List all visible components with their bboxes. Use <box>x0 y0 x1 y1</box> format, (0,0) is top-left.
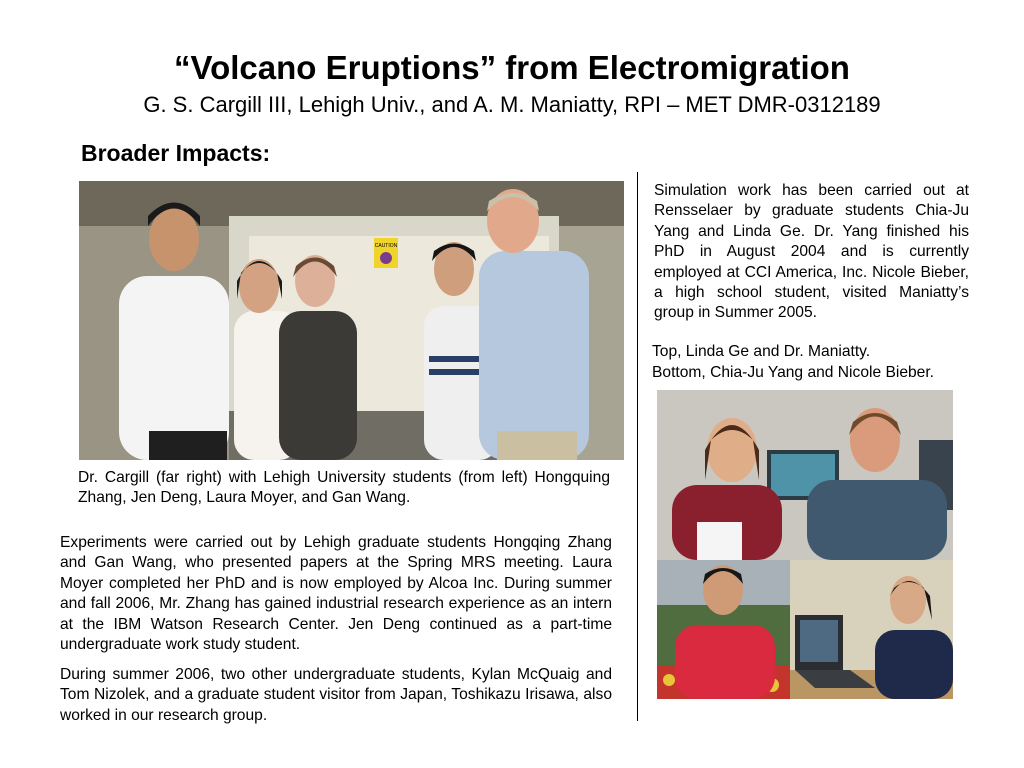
section-heading: Broader Impacts: <box>81 140 271 166</box>
lehigh-paragraph-1: Experiments were carried out by Lehigh graduate students Hongqing Zhang and Gan Wang, who presented papers at the Spring MRS meeting. Laura Moyer completed her PhD and is now employed by Alcoa Inc. During summer and fall 2006, Mr. Zhang has gained industrial research experience as an intern at the IBM Watson Research Center. Jen Deng continued as a part-time undergraduate work study student. <box>60 534 612 654</box>
rpi-caption-line-bottom: Bottom, Chia-Ju Yang and Nicole Bieber. <box>652 364 935 381</box>
group-photo-caption: Dr. Cargill (far right) with Lehigh University students (from left) Hongquing Zhang, Jen Deng, Laura Moyer, and Gan Wang. <box>78 469 610 507</box>
photo-chia-ju-yang <box>657 560 790 699</box>
column-divider <box>637 172 638 721</box>
rpi-photo-caption <box>652 341 982 383</box>
slide-subtitle: G. S. Cargill III, Lehigh Univ., and A. M. Maniatty, RPI – MET DMR-0312189 <box>143 92 881 117</box>
caution-sign <box>374 238 398 268</box>
photo-nicole-bieber <box>790 560 953 699</box>
rpi-paragraph: Simulation work has been carried out at Rensselaer by graduate students Chia-Ju Yang and Linda Ge. Dr. Yang finished his PhD in August 2004 and is currently employed at CCI America, Inc. Nicole Bieber, a high school student, visited Maniatty’s group in Summer 2005. <box>654 182 969 322</box>
slide-title: “Volcano Eruptions” from Electromigration <box>174 49 850 86</box>
group-photo <box>79 181 624 460</box>
svg-text:CAUTION: CAUTION <box>374 243 398 249</box>
rpi-caption-line-top: Top, Linda Ge and Dr. Maniatty. <box>652 343 871 360</box>
lehigh-paragraph-2: During summer 2006, two other undergraduate students, Kylan McQuaig and Tom Nizolek, and a graduate student visitor from Japan, Toshikazu Irisawa, also worked in our research group. <box>60 666 612 724</box>
photo-linda-ge-and-dr-maniatty <box>657 390 953 560</box>
